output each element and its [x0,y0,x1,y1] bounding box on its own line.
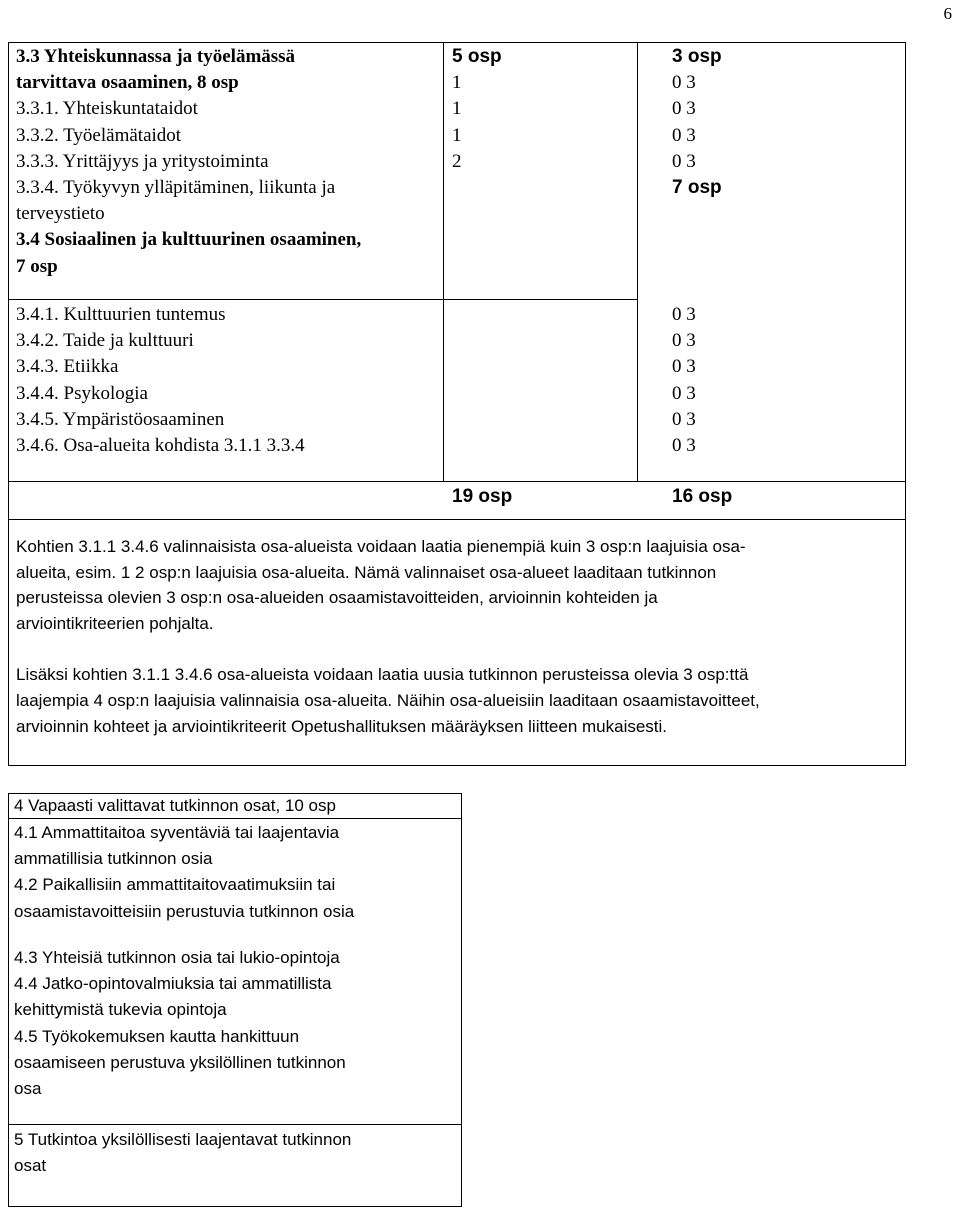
list-item: terveystieto [16,203,105,225]
list-item: 3.4.2. Taide ja kulttuuri [16,330,194,352]
table-cell: 0 3 [672,356,696,378]
list-item: 3.4.1. Kulttuurien tuntemus [16,304,226,325]
table-cell: 2 [452,150,462,172]
list-item: osaamiseen perustuva yksilöllinen tutkinnon [14,1052,346,1072]
list-item: 4.3 Yhteisiä tutkinnon osia tai lukio-opintoja [14,948,340,967]
elective-title-divider [8,818,462,819]
list-item: 3.3.4. Työkyvyn ylläpitäminen, liikunta ja [16,177,336,199]
right-column [672,44,722,201]
elective-title: 4 Vapaasti valittavat tutkinnon osat, 10 osp [14,796,336,815]
table-cell: 0 3 [672,124,696,146]
section-5-title: 5 Tutkintoa yksilöllisesti laajentavat tutkinnon [14,1130,352,1149]
section-3-4-title: 3.4 Sosiaalinen ja kulttuurinen osaaminen, [16,229,362,251]
elective-group-b [14,945,346,1102]
list-item: 3.3.1. Yhteiskuntataidot [16,98,198,120]
list-item: 4.5 Työkokemuksen kautta hankittuun [14,1026,300,1046]
table-totals-divider [8,481,906,482]
table-cell: 1 [452,72,462,94]
section-3-3 [16,44,361,280]
page-number: 6 [943,4,952,23]
list-item: 4.2 Paikallisiin ammattitaitovaatimuksiin tai [14,875,336,895]
table-cell: 0 3 [672,72,696,94]
list-item: 4.4 Jatko-opintovalmiuksia tai ammatillista [14,974,332,994]
table-note [16,534,760,739]
note-line: arviointikriteerien pohjalta. [16,613,214,633]
table-column-divider-2 [637,42,638,482]
list-item: 3.3.3. Yrittäjyys ja yritystoiminta [16,150,269,172]
section-5-divider [8,1124,462,1125]
table-row-divider-mid [443,299,637,300]
section-3-4-items [16,302,305,459]
note-line: Kohtien 3.1.1 3.4.6 valinnaisista osa-alueista voidaan laatia pienempiä kuin 3 osp:n laajuisia osa- [16,537,746,556]
table-note-divider [8,519,906,520]
list-item: 3.4.5. Ympäristöosaaminen [16,408,225,430]
elective-group-a [14,820,354,925]
right-column-3-4 [672,302,696,459]
list-item: 3.4.4. Psykologia [16,382,148,404]
section-3-3-title: 3.3 Yhteiskunnassa ja työelämässä [16,46,296,67]
mid-column-header: 5 osp [452,46,502,67]
table-column-divider-1 [443,42,444,482]
elective-section-title [14,794,336,818]
list-item: 3.4.6. Osa-alueita kohdista 3.1.1 3.3.4 [16,435,305,457]
list-item: kehittymistä tukevia opintoja [14,1000,227,1020]
note-line: arvioinnin kohteet ja arviointikriteerit Opetushallituksen määräyksen liitteen mukaisesti. [16,716,668,736]
table-cell: 0 3 [672,330,696,352]
section-5-title: osat [14,1156,47,1176]
note-line: laajempia 4 osp:n laajuisia valinnaisia osa-alueita. Näihin osa-alueisiin laaditaan osaamistavoitteet, [16,690,760,710]
right-column-subheader: 7 osp [672,177,722,199]
list-item: 3.3.2. Työelämätaidot [16,124,182,146]
mid-column [452,44,502,175]
table-cell: 0 3 [672,408,696,430]
right-column-header: 3 osp [672,46,722,67]
section-3-3-title: tarvittava osaaminen, 8 osp [16,72,239,94]
table-row-divider [8,299,443,300]
mid-column-total: 19 osp [452,486,513,507]
note-line: perusteissa olevien 3 osp:n osa-alueiden osaamistavoitteiden, arvioinnin kohteiden ja [16,588,658,608]
section-5 [14,1127,351,1179]
list-item: osaamistavoitteisiin perustuvia tutkinnon osia [14,901,355,921]
section-3-4-title: 7 osp [16,255,58,277]
table-cell: 0 3 [672,435,696,457]
table-cell: 0 3 [672,98,696,120]
table-cell: 0 3 [672,382,696,404]
note-line: alueita, esim. 1 2 osp:n laajuisia osa-alueita. Nämä valinnaiset osa-alueet laaditaan tutkinnon [16,562,717,582]
list-item: osa [14,1079,42,1099]
note-line: Lisäksi kohtien 3.1.1 3.4.6 osa-alueista voidaan laatia uusia tutkinnon perusteissa olevia 3 osp:ttä [16,665,749,685]
table-cell: 0 3 [672,150,696,172]
list-item: 3.4.3. Etiikka [16,356,119,378]
table-cell: 0 3 [672,304,696,325]
list-item: ammatillisia tutkinnon osia [14,849,213,869]
list-item: 4.1 Ammattitaitoa syventäviä tai laajentavia [14,823,340,842]
right-column-total: 16 osp [672,486,733,507]
table-cell: 1 [452,124,462,146]
table-cell: 1 [452,98,462,120]
